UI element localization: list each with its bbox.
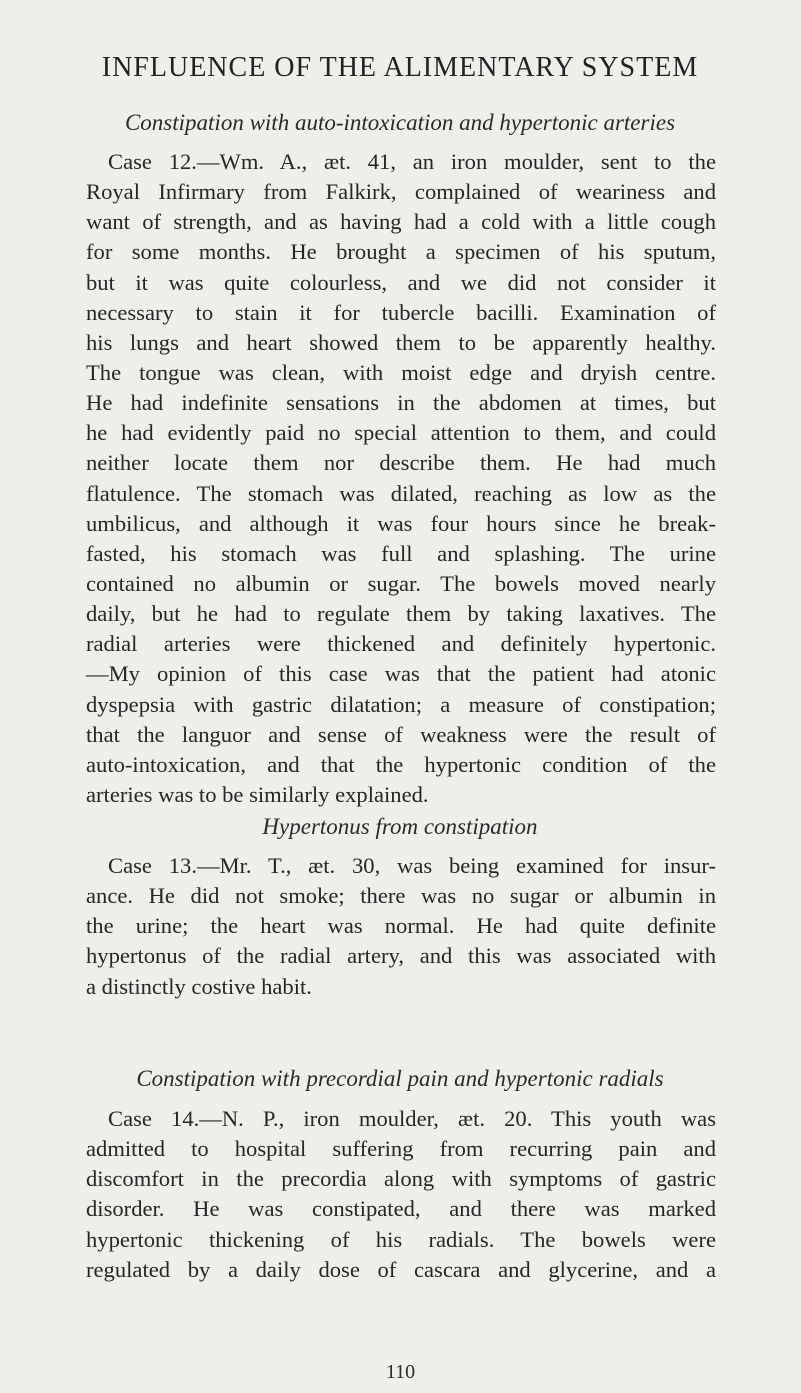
section-body-case-13 [86,851,716,1002]
text-line: Case 12.—Wm. A., æt. 41, an iron moulder, sent to the [108,149,716,174]
text-line: contained no albumin or sugar. The bowels moved nearly [86,570,716,596]
text-line: hypertonus of the radial artery, and this was associated with [86,943,716,969]
text-line: admitted to hospital suffering from recurring pain and [86,1136,716,1162]
text-line: flatulence. The stomach was dilated, reaching as low as the [86,480,716,506]
text-line: want of strength, and as having had a cold with a little cough [86,209,716,235]
text-line: a distinctly costive habit. [86,973,312,999]
text-line: umbilicus, and although it was four hours since he break- [86,510,716,536]
text-line: his lungs and heart showed them to be apparently healthy. [86,329,716,355]
text-line: dyspepsia with gastric dilatation; a measure of constipation; [86,691,716,717]
text-line: he had evidently paid no special attention to them, and could [86,420,716,446]
text-line: that the languor and sense of weakness were the result of [86,721,716,747]
text-line: He had indefinite sensations in the abdomen at times, but [86,390,716,416]
section-body-case-12 [86,147,716,810]
text-line: hypertonic thickening of his radials. The bowels were [86,1226,716,1252]
text-line: the urine; the heart was normal. He had quite definite [86,913,716,939]
section-heading-case-14: Constipation with precordial pain and hypertonic radials [136,1066,664,1091]
text-line: auto-intoxication, and that the hypertonic condition of the [86,751,716,777]
text-line: necessary to stain it for tubercle bacilli. Examination of [86,299,716,325]
text-line: ance. He did not smoke; there was no sugar or albumin in [86,883,716,909]
text-line: Case 14.—N. P., iron moulder, æt. 20. This youth was [108,1106,716,1131]
text-line: radial arteries were thickened and definitely hypertonic. [86,631,716,657]
text-line: fasted, his stomach was full and splashing. The urine [86,540,716,566]
section-heading-case-13: Hypertonus from constipation [262,814,538,839]
text-line: —My opinion of this case was that the patient had atonic [86,661,716,687]
text-line: but it was quite colourless, and we did not consider it [86,269,716,295]
text-line: for some months. He brought a specimen of his sputum, [86,239,716,265]
text-line: Royal Infirmary from Falkirk, complained of weariness and [86,179,716,205]
text-line: The tongue was clean, with moist edge and dryish centre. [86,359,716,385]
section-heading-case-12: Constipation with auto-intoxication and hypertonic arteries [124,110,676,135]
section-body-case-14 [86,1104,716,1285]
running-head: INFLUENCE OF THE ALIMENTARY SYSTEM [101,52,699,83]
text-line: regulated by a daily dose of cascara and glycerine, and a [86,1256,716,1282]
text-line: Case 13.—Mr. T., æt. 30, was being examined for insur- [108,853,716,878]
text-line: disorder. He was constipated, and there was marked [86,1196,716,1222]
text-line: neither locate them nor describe them. He had much [86,450,716,476]
page-number: 110 [385,1361,416,1383]
text-line: arteries was to be similarly explained. [86,781,429,807]
text-line: daily, but he had to regulate them by taking laxatives. The [86,601,716,627]
text-line: discomfort in the precordia along with symptoms of gastric [86,1166,716,1192]
